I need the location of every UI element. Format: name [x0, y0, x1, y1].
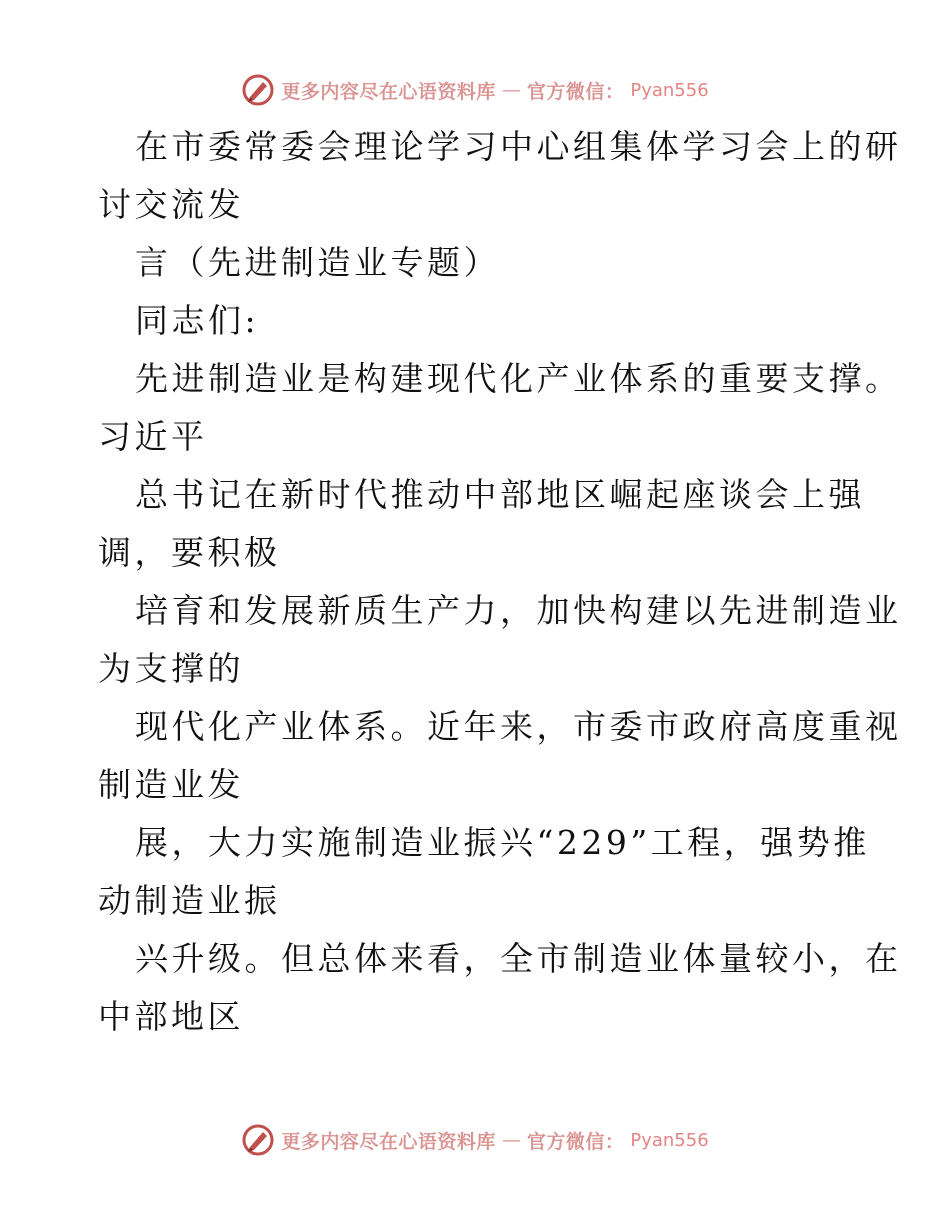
paragraph-line: [98, 582, 902, 698]
pen-logo-icon: [241, 73, 275, 107]
paragraph-line: [98, 118, 902, 234]
line-tail: 习近平: [98, 417, 208, 456]
line-head: 展，大力实施制造业振兴“229”工程，强势推: [135, 823, 870, 862]
watermark-wechat-id: Pyan556: [630, 79, 709, 101]
watermark-site-text: 更多内容尽在心语资料库: [281, 1130, 496, 1153]
watermark-separator: —: [501, 79, 521, 101]
paragraph-line: [98, 814, 870, 930]
line-head: 在市委常委会理论学习中心组集体学习会上的研: [135, 127, 902, 166]
line-head: 同志们:: [135, 301, 260, 340]
paragraph-line: [98, 350, 902, 466]
line-head: 言（先进制造业专题）: [135, 243, 500, 282]
line-head: 总书记在新时代推动中部地区崛起座谈会上强: [135, 475, 865, 514]
line-head: 兴升级。但总体来看，全市制造业体量较小，在: [135, 939, 902, 978]
paragraph-line: [98, 930, 902, 1046]
line-head: 先进制造业是构建现代化产业体系的重要支撑。: [135, 359, 902, 398]
line-head: 现代化产业体系。近年来，市委市政府高度重视: [135, 707, 902, 746]
watermark-separator: —: [501, 1129, 521, 1151]
paragraph-line: [98, 466, 865, 582]
watermark-site-text: 更多内容尽在心语资料库: [281, 80, 496, 103]
line-tail: 中部地区: [98, 997, 244, 1036]
paragraph-line: [98, 234, 858, 292]
watermark-wechat-label: 官方微信：: [526, 80, 625, 103]
paragraph-line: [98, 292, 858, 350]
watermark-wechat-label: 官方微信：: [526, 1130, 625, 1153]
line-tail: 调，要积极: [98, 533, 281, 572]
document-body: [98, 118, 902, 1046]
line-tail: 动制造业振: [98, 881, 281, 920]
footer-watermark: [0, 1120, 950, 1160]
paragraph-line: [98, 698, 902, 814]
watermark-wechat-id: Pyan556: [630, 1129, 709, 1151]
line-tail: 讨交流发: [98, 185, 244, 224]
line-head: 培育和发展新质生产力，加快构建以先进制造业: [135, 591, 902, 630]
line-tail: 制造业发: [98, 765, 244, 804]
line-tail: 为支撑的: [98, 649, 244, 688]
header-watermark: [0, 70, 950, 110]
pen-logo-icon: [241, 1123, 275, 1157]
